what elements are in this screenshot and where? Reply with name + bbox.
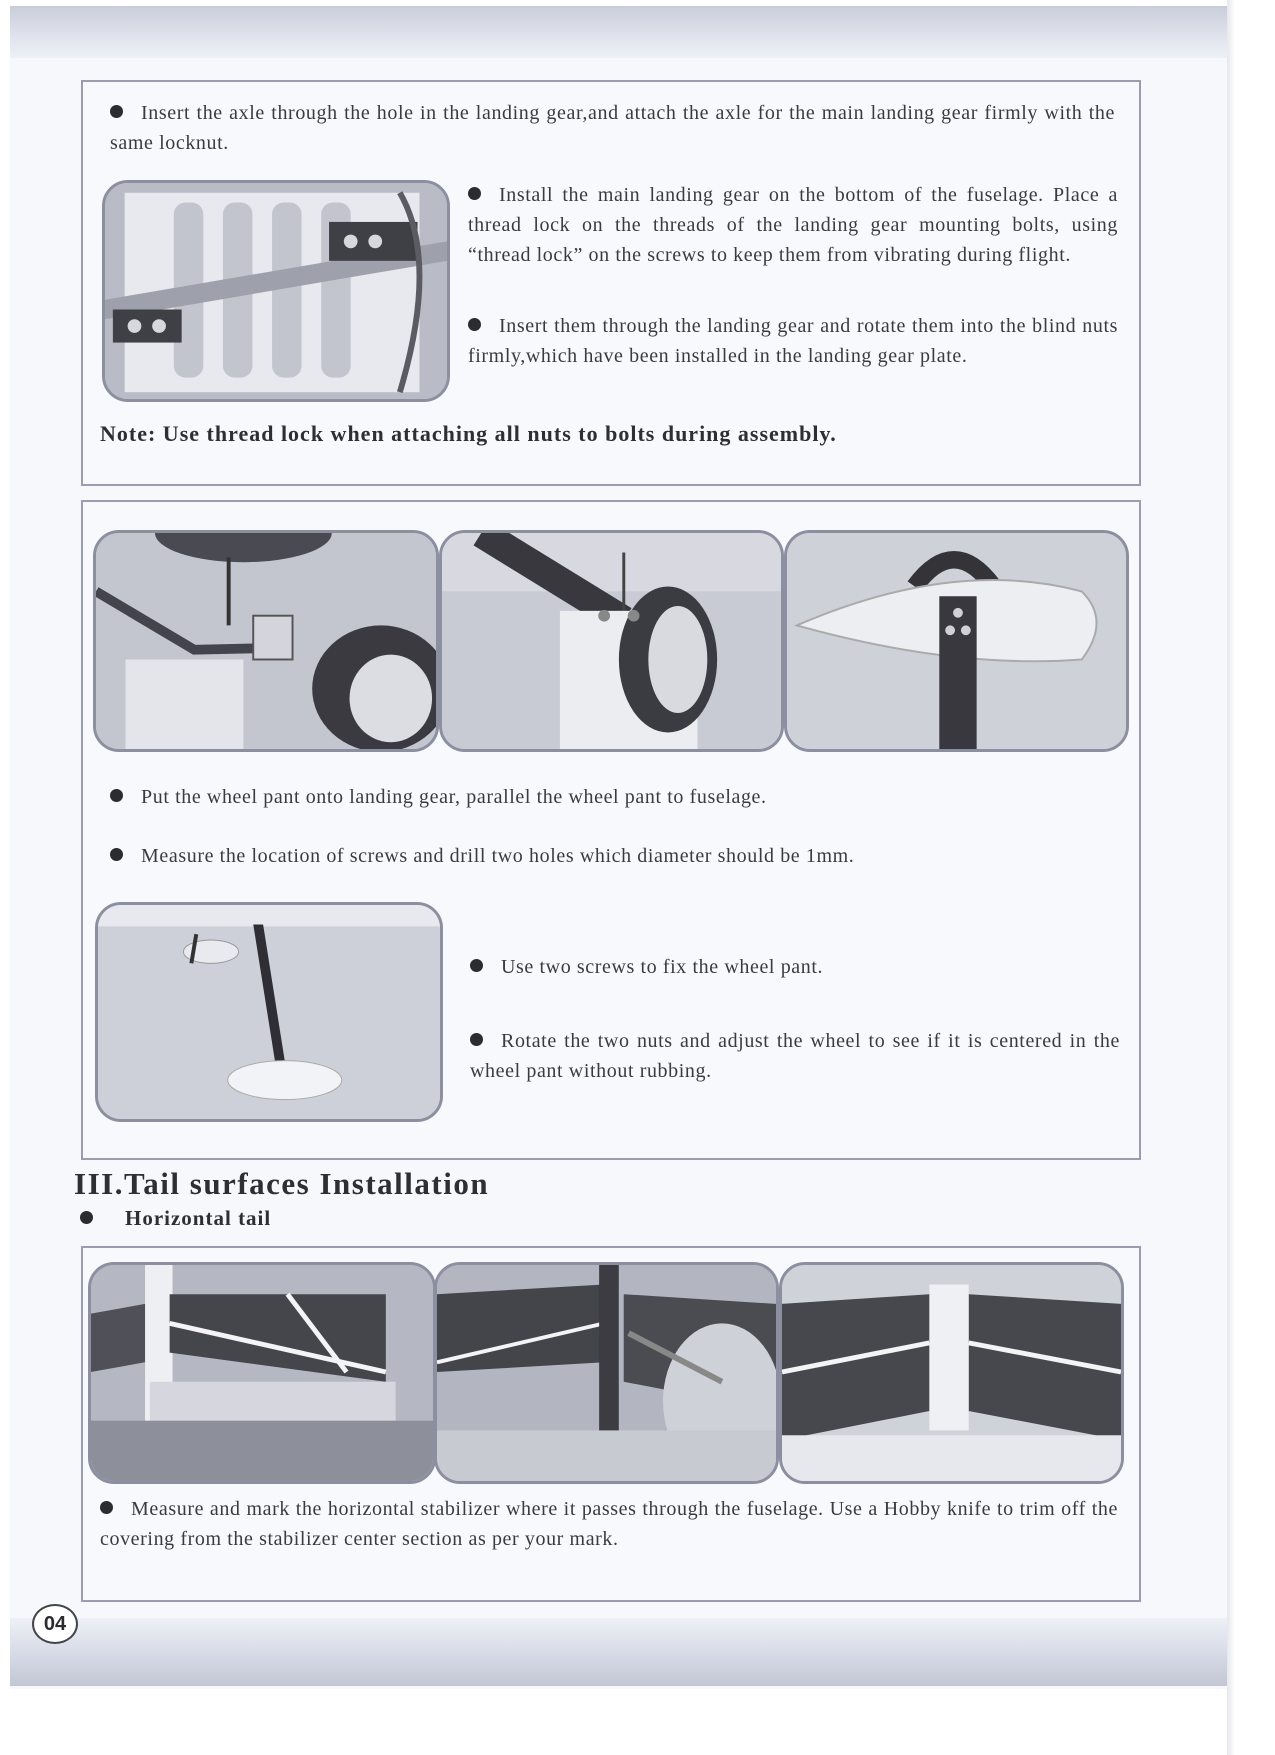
- bullet-icon: [470, 959, 483, 972]
- bullet-icon: [110, 848, 123, 861]
- footer-band: [10, 1618, 1227, 1686]
- measure-drill-instruction: [110, 841, 1110, 871]
- bullet-icon: [468, 318, 481, 331]
- put-wheel-pant-instruction: [110, 782, 1110, 812]
- mark-stabilizer-instruction: [100, 1494, 1118, 1554]
- thread-lock-note: Note: Use thread lock when attaching all nuts to bolts during assembly.: [100, 421, 837, 446]
- bullet-icon: [80, 1211, 93, 1224]
- section-title: III.Tail surfaces Installation: [74, 1166, 490, 1201]
- bullet-icon: [100, 1501, 113, 1514]
- rotate-nuts-text: Rotate the two nuts and adjust the wheel to see if it is centered in the wheel pant without rubbing.: [470, 1030, 1120, 1082]
- mark-stabilizer-text: Measure and mark the horizontal stabilizer where it passes through the fuselage. Use a Hobby knife to trim off the covering from the stabilizer center section as per your mark.: [100, 1498, 1118, 1550]
- wheel-pant-front-photo: [784, 530, 1129, 752]
- fix-screws-text: Use two screws to fix the wheel pant.: [501, 956, 824, 978]
- trim-covering-photo: [434, 1262, 779, 1484]
- page-number-badge: 04: [32, 1604, 78, 1644]
- bullet-icon: [110, 105, 123, 118]
- landing-gear-plate-photo: [102, 180, 450, 402]
- horizontal-tail-label: Horizontal tail: [125, 1206, 272, 1230]
- bullet-icon: [110, 789, 123, 802]
- fix-screws-instruction: [470, 952, 1120, 982]
- axle-instruction-text: Insert the axle through the hole in the landing gear,and attach the axle for the main landing gear firmly with the same locknut.: [110, 102, 1115, 154]
- measure-drill-text: Measure the location of screws and drill two holes which diameter should be 1mm.: [141, 845, 855, 867]
- put-wheel-pant-text: Put the wheel pant onto landing gear, parallel the wheel pant to fuselage.: [141, 786, 767, 808]
- rotate-nuts-instruction: [470, 1026, 1120, 1086]
- header-band: [10, 6, 1227, 58]
- insert-bolts-instruction: [468, 311, 1118, 371]
- mark-stabilizer-photo: [88, 1262, 436, 1484]
- axle-instruction: [110, 98, 1115, 158]
- wheel-pant-side-photo: [95, 902, 443, 1122]
- horizontal-tail-heading: [80, 1206, 271, 1231]
- trimmed-stabilizer-photo: [779, 1262, 1124, 1484]
- drill-holes-photo: [93, 530, 439, 752]
- insert-bolts-text: Insert them through the landing gear and rotate them into the blind nuts firmly,which have been installed in the landing gear plate.: [468, 315, 1118, 367]
- install-gear-text: Install the main landing gear on the bottom of the fuselage. Place a thread lock on the threads of the landing gear mounting bolts, using “thread lock” on the screws to keep them from vibrating during flight.: [468, 184, 1118, 266]
- page-edge: [1227, 0, 1235, 1755]
- install-gear-instruction: [468, 180, 1118, 270]
- bullet-icon: [468, 187, 481, 200]
- attach-gear-photo: [439, 530, 784, 752]
- bullet-icon: [470, 1033, 483, 1046]
